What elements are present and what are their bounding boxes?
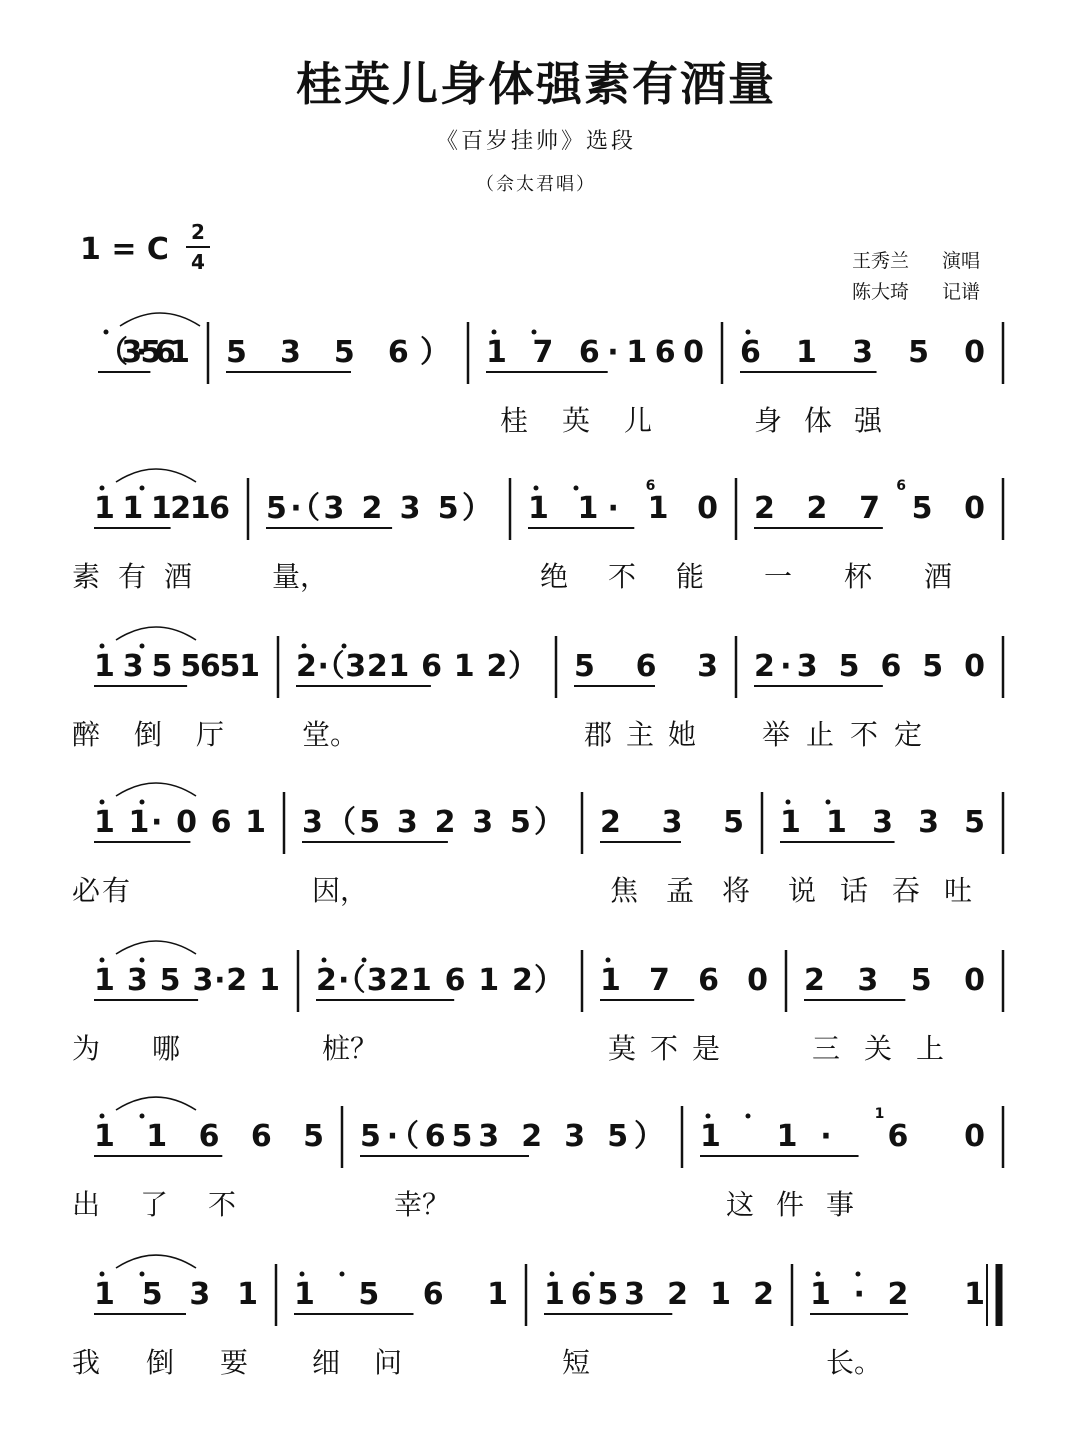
note-group: （3·561 [98,335,190,370]
note-group: 1 3 5 3·2 1 [94,963,280,998]
grace-note: 6 [896,478,906,494]
lyric-text: 量， [272,560,329,593]
time-signature-denominator: 4 [191,250,205,274]
note-group: 1 5 6 1 [294,1277,508,1312]
lyric-text: 说话吞吐 [788,874,997,907]
lyric-text: 出了不 [72,1188,277,1221]
performer-role: 演唱 [942,250,981,272]
note-group: 1 1 6 6 5 [94,1119,324,1154]
note-group: 5 3 5 6） [226,335,450,370]
octave-dot [300,1272,305,1277]
transcriber-name: 陈大琦 [852,281,910,303]
note-group: 5·（653 2 3 5） [360,1119,664,1154]
note-group: 5 6 3 [574,649,718,684]
octave-dot [574,486,579,491]
note-group: 2·（321 6 1 2） [316,963,564,998]
note-group: 2 3 5 0 [804,963,985,998]
octave-dot [104,330,109,335]
lyric-text: 郡主她 [584,718,711,751]
lyric-text: 素有酒 [72,560,211,593]
slur [116,469,196,482]
lyric-text: 举止不定 [762,718,939,751]
slur [116,1255,196,1268]
lyric-text: 堂。 [302,718,359,751]
lyric-text: 因， [312,874,369,907]
lyric-text: 醉倒厅 [72,718,259,751]
octave-dot [534,486,539,491]
note-group: 1·2 1 [810,1277,985,1312]
octave-dot [100,1272,105,1277]
lyric-text: 长。 [826,1346,883,1379]
slur [116,627,196,640]
lyric-text: 三关上 [812,1032,969,1065]
octave-dot [100,644,105,649]
lyric-text: 我倒要 [72,1346,295,1379]
octave-dot [550,1272,555,1277]
note-group: 5·（3 2 3 5） [266,491,492,526]
octave-dot [340,1272,345,1277]
octave-dot [342,644,347,649]
note-group: 1 7 6 0 [600,963,768,998]
lyric-text: 这件事 [726,1188,877,1221]
slur [116,783,196,796]
octave-dot [492,330,497,335]
note-group: 1 7 6·160 [486,335,704,370]
octave-dot [100,958,105,963]
lyric-text: 必有 [72,874,133,907]
time-signature-numerator: 2 [191,220,205,244]
note-group: 2 2 7 5 0 [754,491,985,526]
slur [116,1097,196,1110]
octave-dot [140,800,145,805]
lyric-text: 幸？ [394,1188,451,1221]
octave-dot [746,1114,751,1119]
octave-dot [140,1272,145,1277]
octave-dot [100,800,105,805]
note-group: 1 1· 0 6 1 [94,805,266,840]
transcriber-role: 记谱 [942,281,981,303]
octave-dot [100,1114,105,1119]
note-group: 1 3 5 5651 [94,649,260,684]
note-group: 1 1 3 3 5 [780,805,985,840]
octave-dot [856,1272,861,1277]
performer-name: 王秀兰 [852,250,910,272]
lyric-text: 焦孟将 [610,874,779,907]
lyric-text: 为哪 [72,1032,233,1065]
note-group: 3（5 3 2 3 5） [302,805,564,840]
octave-dot [606,958,611,963]
slur [120,313,200,326]
key-signature: 1 = C [80,232,169,267]
lyric-text: 细问 [312,1346,437,1379]
lyric-text: 桩？ [322,1032,379,1065]
note-group: 1 1· 1 0 [528,491,718,526]
octave-dot [532,330,537,335]
lyric-text: 莫不是 [608,1032,735,1065]
note-group: 1 5 3 1 [94,1277,258,1312]
singing-role: （佘太君唱） [476,174,596,195]
octave-dot [140,958,145,963]
octave-dot [140,1114,145,1119]
lyric-text: 一杯酒 [764,560,1005,593]
octave-dot [786,800,791,805]
lyric-text: 绝不能 [540,560,745,593]
note-group: 1653 2 1 2 [544,1277,774,1312]
note-group: 1 1 1216 [94,491,230,526]
lyric-text: 短 [562,1346,591,1379]
note-group: 6 1 3 5 0 [740,335,985,370]
octave-dot [100,486,105,491]
octave-dot [322,958,327,963]
lyric-text: 身体强 [754,404,905,437]
song-title: 桂英儿身体强素有酒量 [296,57,776,111]
grace-note: 1 [874,1106,885,1122]
slur [116,941,196,954]
note-group: 1 1· 6 0 [700,1119,985,1154]
grace-note: 6 [645,478,656,494]
octave-dot [140,644,145,649]
lyric-text: 桂英儿 [500,404,687,437]
octave-dot [816,1272,821,1277]
octave-dot [590,1272,595,1277]
octave-dot [362,958,367,963]
octave-dot [706,1114,711,1119]
octave-dot [140,486,145,491]
note-group: 2·（321 6 1 2） [296,649,538,684]
note-group: 2 3 5 [600,805,744,840]
note-group: 2·3 5 6 5 0 [754,649,985,684]
octave-dot [302,644,307,649]
opera-excerpt-subtitle: 《百岁挂帅》选段 [435,129,636,154]
octave-dot [746,330,751,335]
octave-dot [826,800,831,805]
